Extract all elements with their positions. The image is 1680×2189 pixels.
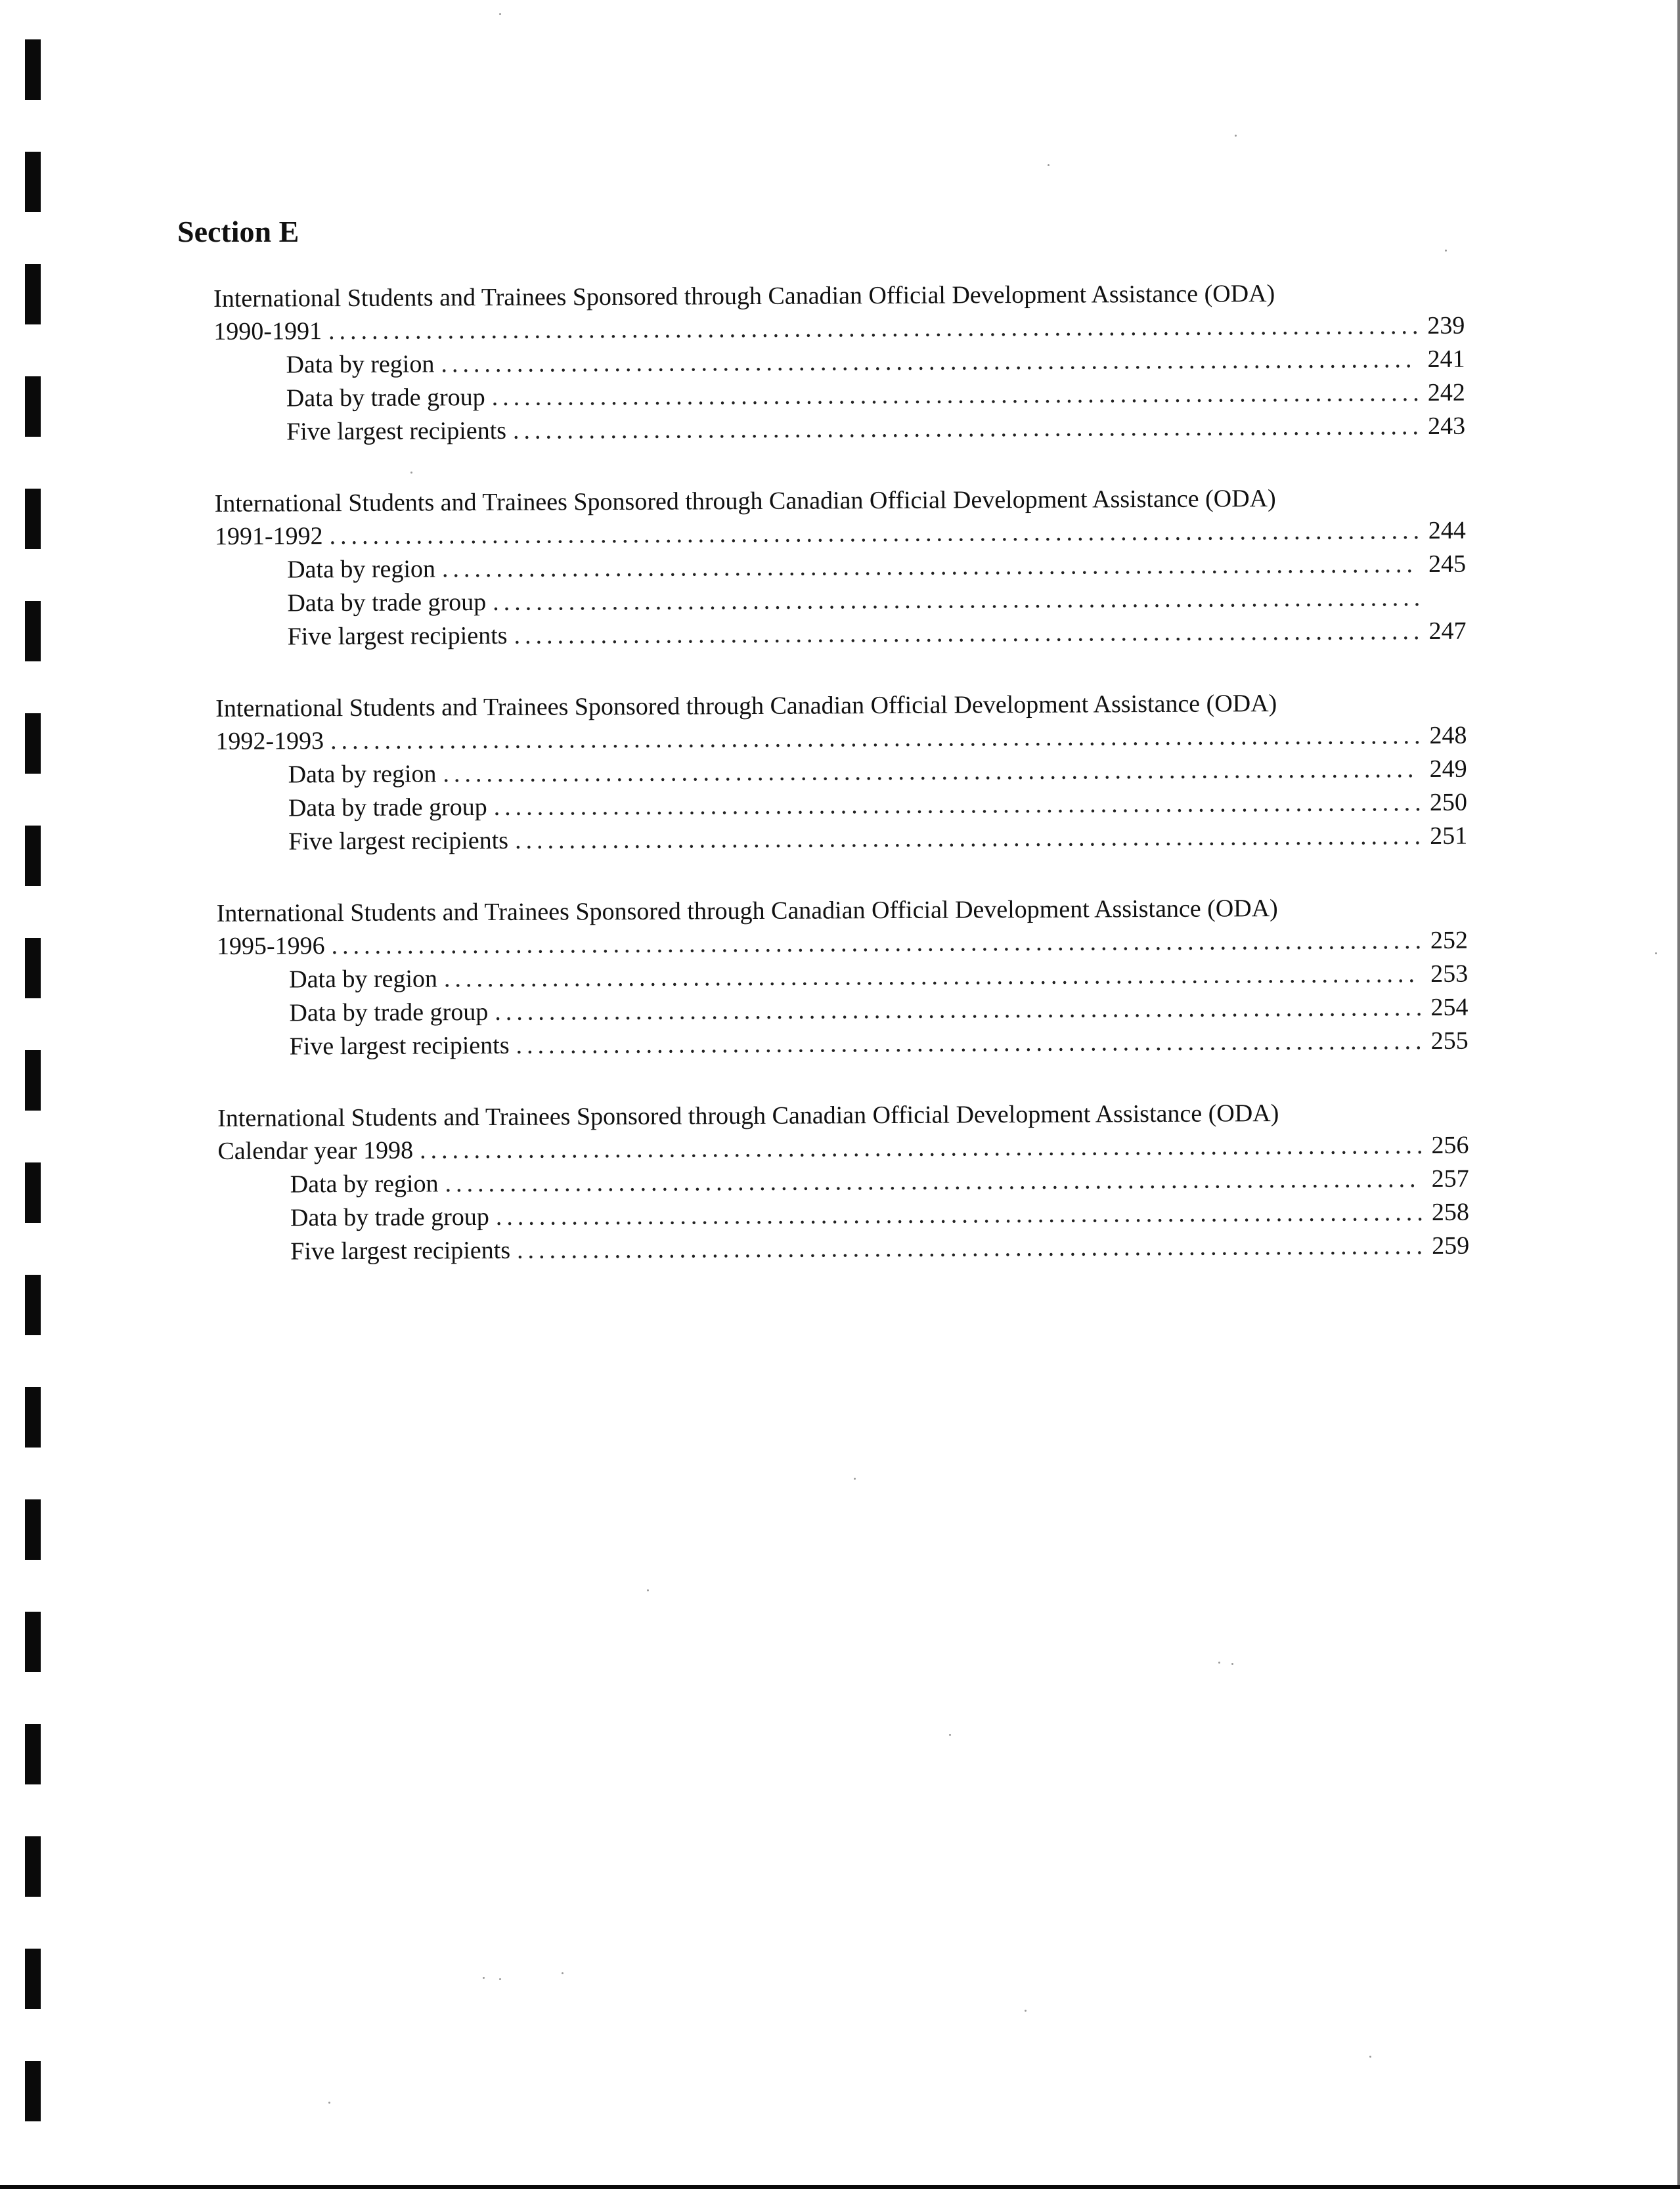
- toc-page-number: 253: [1430, 960, 1469, 988]
- toc-group-title: International Students and Trainees Sponsored through Canadian Official Development Assistance (ODA): [217, 1099, 1279, 1132]
- toc-entry[interactable]: [215, 719, 1467, 759]
- toc-entry-label: Data by region: [289, 965, 438, 994]
- toc-group: [217, 891, 1469, 1064]
- binder-hole-marks: [25, 39, 45, 2141]
- binder-hole-mark: [25, 152, 41, 212]
- scan-speck: [1235, 135, 1237, 137]
- binder-hole-mark: [25, 1724, 41, 1784]
- dot-leader: [517, 1229, 1422, 1268]
- binder-hole-mark: [25, 826, 41, 886]
- toc-entry-label: Data by region: [290, 1170, 439, 1199]
- dot-leader: [516, 1025, 1421, 1063]
- toc-page-number: 251: [1430, 822, 1468, 850]
- toc-page-number: 239: [1427, 311, 1465, 340]
- section-title: Section E: [177, 215, 299, 248]
- binder-hole-mark: [25, 1949, 41, 2009]
- dot-leader: [329, 514, 1419, 553]
- dot-leader: [515, 820, 1420, 858]
- toc-group-title: International Students and Trainees Sponsored through Canadian Official Development Assistance (ODA): [216, 895, 1278, 927]
- toc-entry-label: Five largest recipients: [288, 826, 509, 856]
- toc-entry[interactable]: [214, 376, 1465, 416]
- toc-entry-label: Five largest recipients: [290, 1236, 511, 1266]
- toc-page-number: 249: [1429, 755, 1467, 783]
- toc-entry[interactable]: [218, 1229, 1469, 1269]
- binder-hole-mark: [25, 264, 41, 324]
- binder-hole-mark: [25, 1387, 41, 1448]
- scan-speck: [1048, 164, 1050, 166]
- toc-page-number: 257: [1431, 1164, 1469, 1193]
- toc-group: [213, 276, 1465, 449]
- toc-entry-label: Data by trade group: [290, 1203, 489, 1232]
- binder-hole-mark: [25, 1836, 41, 1897]
- toc-group-title: International Students and Trainees Sponsored through Canadian Official Development Assistance (ODA): [214, 485, 1276, 518]
- toc-entry[interactable]: [216, 786, 1467, 826]
- toc-page-number: 248: [1429, 721, 1467, 749]
- toc-entry[interactable]: [217, 924, 1468, 963]
- toc-entry[interactable]: [217, 991, 1468, 1030]
- dot-leader: [444, 958, 1421, 996]
- dot-leader: [496, 1196, 1422, 1234]
- toc-page-number: 245: [1428, 550, 1467, 578]
- toc-entry-label: 1992-1993: [215, 727, 324, 755]
- binder-hole-mark: [25, 1499, 41, 1560]
- toc-entry[interactable]: [216, 820, 1467, 859]
- toc-entry[interactable]: [215, 615, 1467, 654]
- toc-entry[interactable]: [215, 548, 1466, 587]
- toc-page-number: 255: [1430, 1027, 1469, 1055]
- dot-leader: [443, 753, 1419, 791]
- toc-page-number: 244: [1428, 516, 1466, 544]
- scan-speck: [1655, 952, 1657, 954]
- dot-leader: [492, 376, 1418, 414]
- toc-entry-label: Data by trade group: [286, 383, 485, 412]
- toc-group: [217, 1096, 1469, 1269]
- binder-hole-mark: [25, 489, 41, 549]
- binder-hole-mark: [25, 938, 41, 998]
- toc-entry-label: Data by trade group: [289, 998, 489, 1027]
- toc-entry[interactable]: [213, 343, 1465, 382]
- toc-entry[interactable]: [216, 753, 1467, 792]
- toc-page-number: 259: [1432, 1231, 1470, 1260]
- toc-entry[interactable]: [218, 1196, 1469, 1235]
- dot-leader: [330, 719, 1420, 758]
- scan-speck: [1369, 2056, 1371, 2058]
- toc-page-number: 241: [1427, 345, 1465, 373]
- toc-entry[interactable]: [217, 1025, 1469, 1064]
- dot-leader: [331, 924, 1421, 963]
- toc-page-number: 254: [1430, 993, 1469, 1021]
- toc-entry-label: Data by trade group: [287, 588, 487, 617]
- toc-entry[interactable]: [217, 958, 1468, 997]
- dot-leader: [441, 343, 1417, 381]
- toc-group-title: International Students and Trainees Sponsored through Canadian Official Development Assistance (ODA): [215, 690, 1277, 722]
- scan-speck: [562, 1972, 564, 1974]
- toc-page-number: 243: [1427, 412, 1466, 440]
- toc-group: [215, 481, 1467, 654]
- scan-speck: [854, 1478, 856, 1480]
- binder-hole-mark: [25, 1162, 41, 1223]
- scan-speck: [1025, 2010, 1027, 2012]
- toc-entry-label: Data by region: [288, 760, 437, 789]
- toc-entry[interactable]: [218, 1162, 1469, 1202]
- toc-entry-label: Five largest recipients: [289, 1031, 510, 1061]
- toc-page-number: 247: [1428, 617, 1467, 645]
- toc-entry-label: 1991-1992: [214, 522, 323, 550]
- scan-speck: [483, 1977, 485, 1979]
- toc-entry[interactable]: [213, 309, 1465, 349]
- toc-entry-label: Five largest recipients: [286, 416, 507, 446]
- binder-hole-mark: [25, 601, 41, 661]
- toc-group: [215, 686, 1467, 859]
- binder-hole-mark: [25, 1612, 41, 1672]
- toc-page-number: 258: [1431, 1198, 1470, 1226]
- toc-entry-label: Calendar year 1998: [217, 1136, 414, 1165]
- toc-entry-label: Five largest recipients: [287, 621, 508, 651]
- dot-leader: [493, 581, 1419, 619]
- toc-entry[interactable]: [215, 581, 1466, 621]
- binder-hole-mark: [25, 1050, 41, 1111]
- page-edge-right: [1677, 0, 1680, 2189]
- dot-leader: [495, 991, 1421, 1029]
- toc-page-number: 252: [1430, 926, 1469, 954]
- dot-leader: [445, 1162, 1421, 1201]
- scan-speck: [499, 13, 501, 15]
- toc-entry-label: Data by trade group: [288, 793, 487, 822]
- toc-entry-label: Data by region: [287, 555, 436, 584]
- toc-page-number: 250: [1429, 788, 1467, 816]
- scan-speck: [1218, 1662, 1220, 1664]
- binder-hole-mark: [25, 713, 41, 774]
- scan-speck: [1445, 250, 1447, 252]
- toc-page-number: 256: [1431, 1131, 1469, 1159]
- page-edge-bottom: [0, 2185, 1680, 2189]
- binder-hole-mark: [25, 39, 41, 100]
- dot-leader: [442, 548, 1419, 586]
- toc-entry[interactable]: [215, 514, 1466, 554]
- scan-speck: [647, 1589, 649, 1591]
- toc-entry-label: 1995-1996: [216, 932, 325, 960]
- dot-leader: [494, 786, 1420, 824]
- toc-entry-label: Data by region: [286, 350, 435, 379]
- dot-leader: [328, 309, 1418, 348]
- scan-speck: [499, 1978, 501, 1980]
- toc-entry[interactable]: [217, 1129, 1469, 1168]
- binder-hole-mark: [25, 1275, 41, 1335]
- toc-group-title: International Students and Trainees Sponsored through Canadian Official Development Assistance (ODA): [213, 280, 1275, 313]
- dot-leader: [514, 615, 1419, 653]
- scan-speck: [410, 472, 412, 474]
- toc-page-number: 242: [1427, 378, 1465, 407]
- toc-entry-label: 1990-1991: [213, 317, 322, 345]
- scan-speck: [949, 1734, 951, 1736]
- scan-speck: [1231, 1663, 1233, 1665]
- dot-leader: [420, 1129, 1422, 1167]
- binder-hole-mark: [25, 2061, 41, 2121]
- binder-hole-mark: [25, 376, 41, 437]
- dot-leader: [513, 410, 1418, 448]
- scan-speck: [328, 2102, 330, 2104]
- toc-entry[interactable]: [214, 410, 1465, 449]
- table-of-contents: [213, 276, 1470, 1307]
